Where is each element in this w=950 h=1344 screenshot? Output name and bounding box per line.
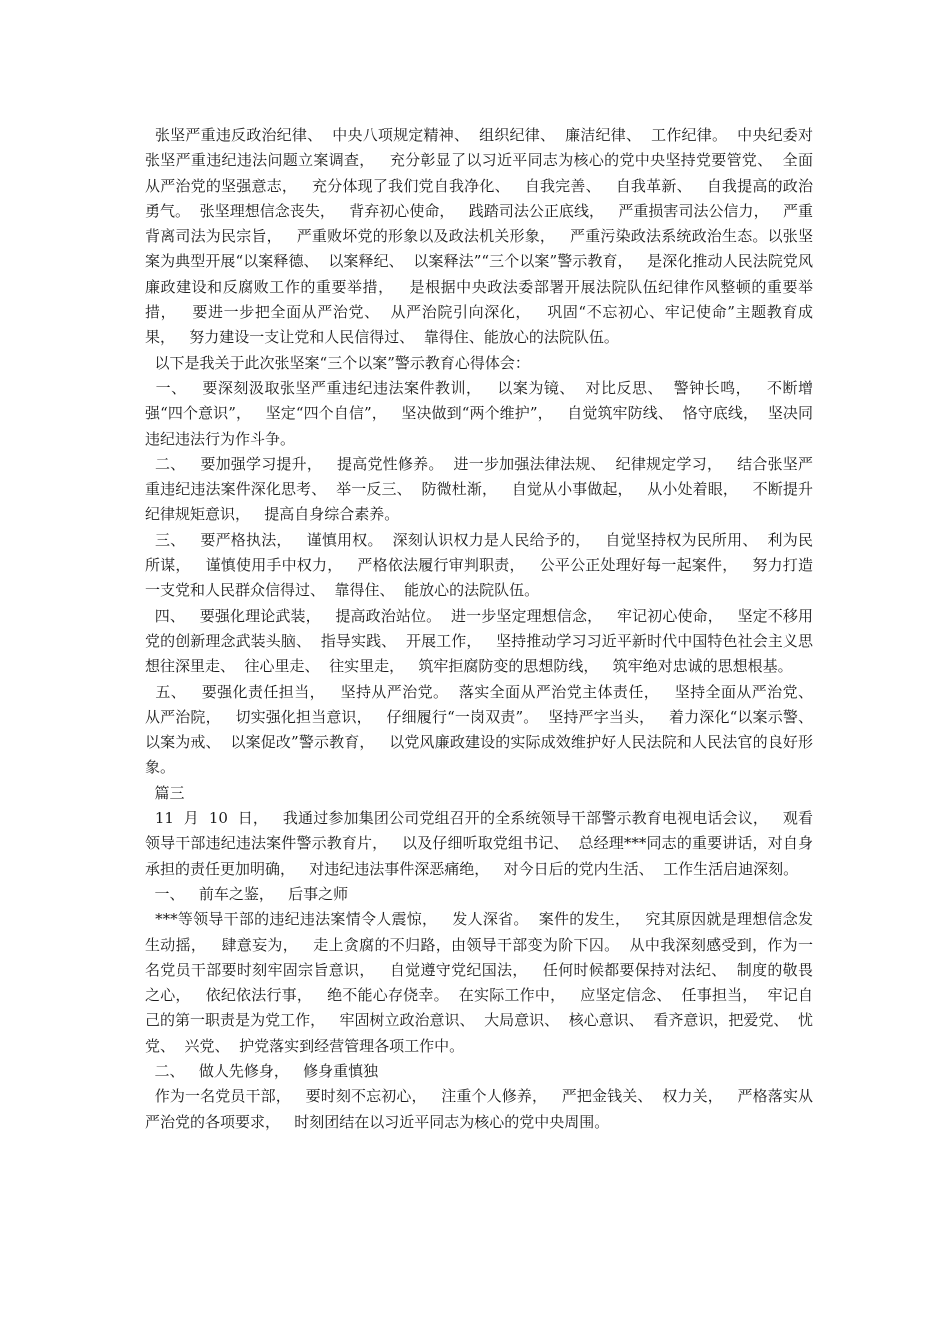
paragraph-lesson: ***等领导干部的违纪违法案情令人震惊， 发人深省。 案件的发生， 究其原因就是理想信念发生动摇， 肆意妄为， 走上贪腐的不归路，由领导干部变为阶下囚。 从中我深刻感受到，作为一名党员干部要时刻牢固宗旨意识， 自觉遵守党纪国法， 任何时候都要保持对法纪、 制度的敬畏之心， 依纪依法行事， 绝不能心存侥幸。 在实际工作中， 应坚定信念、 任事担当， 牢记自己的第一职责是为党工作， 牢固树立政治意识、 大局意识、 核心意识、 看齐意识，把爱党、 忧党、 兴党、 护党落实到经营管理各项工作中。 xyxy=(145,910,813,1055)
paragraph-point-3: 三、 要严格执法， 谨慎用权。 深刻认识权力是人民给予的， 自觉坚持权为民所用、 利为民所谋， 谨慎使用手中权力， 严格依法履行审判职责， 公平公正处理好每一起案件， 努力打造一支党和人民群众信得过、 靠得住、 能放心的法院队伍。 xyxy=(145,530,813,600)
paragraph-meeting: 11 月 10 日， 我通过参加集团公司党组召开的全系统领导干部警示教育电视电话会议， 观看领导干部违纪违法案件警示教育片， 以及仔细听取党组书记、 总经理***同志的重要讲话，对自身承担的责任更加明确， 对违纪违法事件深恶痛绝， 对今日后的党内生活、 工作生活启迪深刻。 xyxy=(145,809,813,878)
paragraph-point-2: 二、 要加强学习提升， 提高党性修养。 进一步加强法律法规、 纪律规定学习， 结合张坚严重违纪违法案件深化思考、 举一反三、 防微杜渐， 自觉从小事做起， 从小处着眼， 不断提升纪律规矩意识， 提高自身综合素养。 xyxy=(145,454,813,524)
paragraph-lead: 以下是我关于此次张坚案“三个以案”警示教育心得体会： xyxy=(145,353,530,372)
subheading-2: 二、 做人先修身， 修身重慎独 xyxy=(145,1061,379,1080)
paragraph-self-discipline: 作为一名党员干部， 要时刻不忘初心， 注重个人修养， 严把金钱关、 权力关， 严格落实从严治党的各项要求， 时刻团结在以习近平同志为核心的党中央周围。 xyxy=(145,1087,813,1131)
paragraph-point-4: 四、 要强化理论武装， 提高政治站位。 进一步坚定理想信念， 牢记初心使命， 坚定不移用党的创新理念武装头脑、 指导实践、 开展工作， 坚持推动学习习近平新时代中国特色社会主义思想往深里走、 往心里走、 往实里走， 筑牢拒腐防变的思想防线， 筑牢绝对忠诚的思想根基。 xyxy=(145,606,813,676)
paragraph-point-1: 一、 要深刻汲取张坚严重违纪违法案件教训， 以案为镜、 对比反思、 警钟长鸣， 不断增强“四个意识”， 坚定“四个自信”， 坚决做到“两个维护”， 自觉筑牢防线、 恪守底线， 坚决同违纪违法行为作斗争。 xyxy=(145,378,813,448)
section-heading-part-3: 篇三 xyxy=(145,783,185,802)
subheading-1: 一、 前车之鉴， 后事之师 xyxy=(145,884,349,903)
document-body xyxy=(145,123,823,1135)
paragraph-point-5: 五、 要强化责任担当， 坚持从严治党。 落实全面从严治党主体责任， 坚持全面从严治党、 从严治院， 切实强化担当意识， 仔细履行“一岗双责”。 坚持严字当头， 着力深化“以案示警、 以案为戒、 以案促改”警示教育， 以党风廉政建设的实际成效维护好人民法院和人民法官的良好形象。 xyxy=(145,682,823,777)
paragraph-intro: 张坚严重违反政治纪律、 中央八项规定精神、 组织纪律、 廉洁纪律、 工作纪律。 中央纪委对张坚严重违纪违法问题立案调查， 充分彰显了以习近平同志为核心的党中央坚持党要管党、 全面从严治党的坚强意志， 充分体现了我们党自我净化、 自我完善、 自我革新、 自我提高的政治勇气。 张坚理想信念丧失， 背弃初心使命， 践踏司法公正底线， 严重损害司法公信力， 严重背离司法为民宗旨， 严重败坏党的形象以及政法机关形象， 严重污染政法系统政治生态。以张坚案为典型开展“以案释德、 以案释纪、 以案释法”“三个以案”警示教育， 是深化推动人民法院党风廉政建设和反腐败工作的重要举措， 是根据中央政法委部署开展法院队伍纪律作风整顿的重要举措， 要进一步把全面从严治党、 从严治院引向深化， 巩固“不忘初心、牢记使命”主题教育成果， 努力建设一支让党和人民信得过、 靠得住、能放心的法院队伍。 xyxy=(145,126,813,347)
